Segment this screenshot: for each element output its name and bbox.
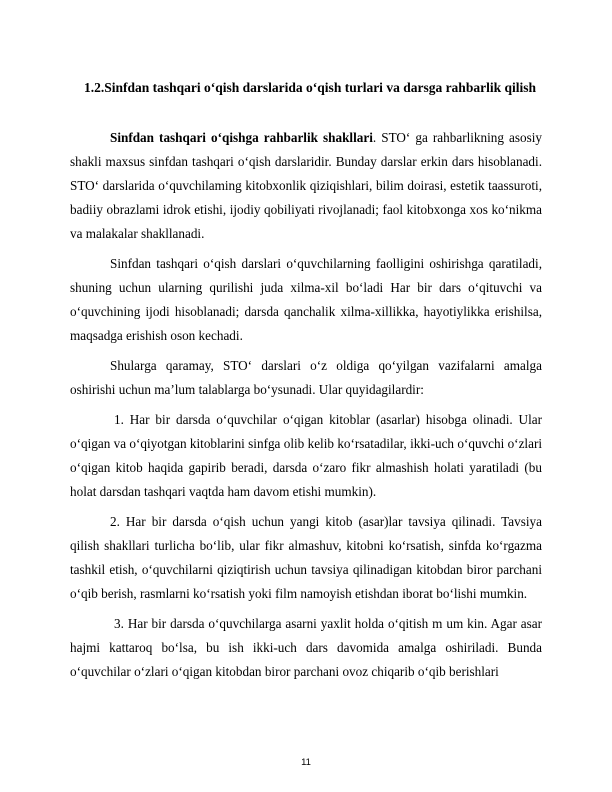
- paragraph-6: [70, 612, 542, 684]
- paragraph-3: [70, 354, 542, 402]
- paragraph-1-text: . STO‘ ga rahbarlikning asosiy shakli maxsus sinfdan tashqari o‘qish darslaridir. Bunday darslar erkin dars hisoblanadi. STO‘ darslarida o‘quvchilaming kitobxonlik qiziqishlari, bilim doirasi, estetik taassuroti, badiiy obrazlami idrok etishi, ijodiy qobiliyati rivojlanadi; faol kitobxonga xos ko‘nikma va malakalar shakllanadi.: [70, 130, 542, 241]
- paragraph-5: [70, 510, 542, 606]
- page-number: 11: [301, 757, 311, 768]
- body-text: [70, 126, 542, 684]
- paragraph-2-text: Sinfdan tashqari o‘qish darslari o‘quvchilarning faolligini oshirishga qaratiladi, shuning uchun ularning qurilishi juda xilma-xil bo‘ladi Har bir dars o‘qituvchi va o‘quvchining ijodi hisoblanadi; darsda qanchalik xilma-xillikka, hayotiylikka erishilsa, maqsadga erishish oson kechadi.: [70, 256, 542, 343]
- paragraph-1-lead: Sinfdan tashqari o‘qishga rahbarlik shakllari: [110, 130, 373, 145]
- paragraph-4: [70, 408, 542, 504]
- paragraph-4-text: 1. Har bir darsda o‘quvchilar o‘qigan kitoblar (asarlar) hisobga olinadi. Ular o‘qigan va o‘qiyotgan kitoblarini sinfga olib kelib ko‘rsatadilar, ikki-uch o‘quvchi o‘zlari o‘qigan kitob haqida gapirib beradi, darsda o‘zaro fikr almashish holati yaratiladi (bu holat darsdan tashqari vaqtda ham davom etishi mumkin).: [70, 412, 542, 499]
- paragraph-2: [70, 252, 542, 348]
- paragraph-6-text: 3. Har bir darsda o‘quvchilarga asarni yaxlit holda o‘qitish m um kin. Agar asar hajmi kattaroq bo‘lsa, bu ish ikki-uch dars davomida amalga oshiriladi. Bunda o‘quvchilar o‘zlari o‘qigan kitobdan biror parchani ovoz chiqarib o‘qib berishlari: [70, 616, 542, 679]
- paragraph-1: [70, 126, 542, 246]
- paragraph-3-text: Shularga qaramay, STO‘ darslari o‘z oldiga qo‘yilgan vazifalarni amalga oshirishi uchun ma’lum talablarga bo‘ysunadi. Ular quyidagilardir:: [70, 358, 542, 397]
- section-title: 1.2.Sinfdan tashqari o‘qish darslarida o‘qish turlari va darsga rahbarlik qilish: [84, 80, 536, 95]
- paragraph-5-text: 2. Har bir darsda o‘qish uchun yangi kitob (asar)lar tavsiya qilinadi. Tavsiya qilish shakllari turlicha bo‘lib, ular fikr almashuv, kitobni ko‘rsatish, sinfda ko‘rgazma tashkil etish, o‘quvchilarni qiziqtirish uchun tavsiya qilinadigan kitobdan biror parchani o‘qib berish, rasmlarni ko‘rsatish yoki film namoyish etishdan iborat bo‘lishi mumkin.: [70, 514, 542, 601]
